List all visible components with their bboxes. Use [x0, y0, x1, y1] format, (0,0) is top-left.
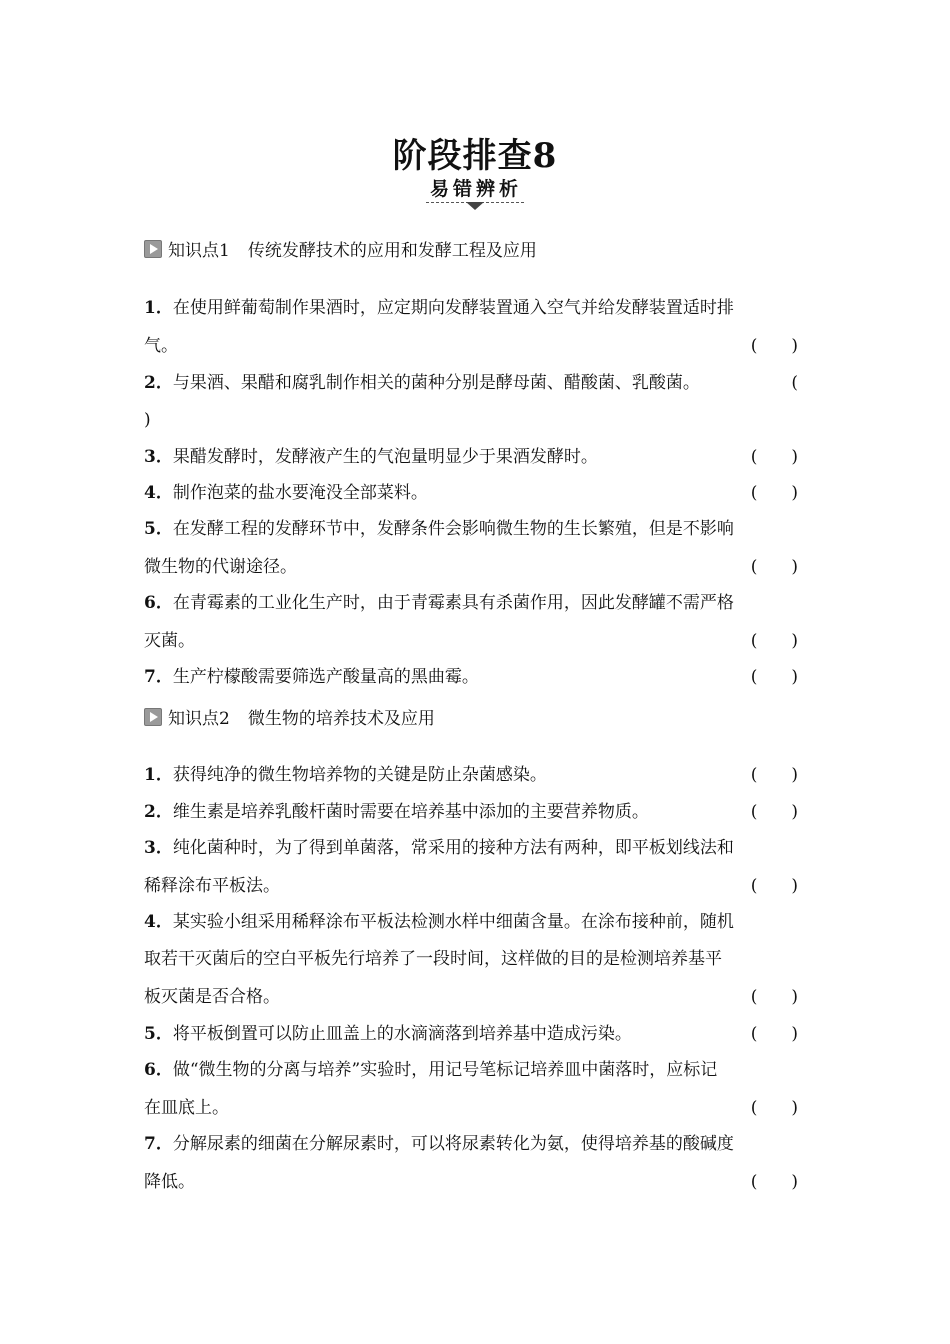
- question-line: [144, 1172, 806, 1192]
- question-line: [144, 483, 806, 503]
- question-number: 4．: [144, 483, 173, 503]
- answer-blank[interactable]: ( ): [750, 802, 798, 822]
- answer-blank[interactable]: ( ): [750, 765, 798, 785]
- question-text: 维生素是培养乳酸杆菌时需要在培养基中添加的主要营养物质。: [172, 802, 649, 822]
- question-text: 气。: [144, 336, 178, 356]
- question-number: 3．: [144, 838, 173, 858]
- down-triangle-icon: [466, 202, 484, 210]
- question-text: 降低。: [144, 1172, 195, 1192]
- question-line: [144, 1060, 806, 1080]
- question-line: [144, 912, 806, 932]
- section-title: 传统发酵技术的应用和发酵工程及应用: [247, 241, 537, 261]
- answer-blank[interactable]: ( ): [750, 1098, 798, 1118]
- question-line: [144, 667, 806, 687]
- question-text: 在青霉素的工业化生产时，由于青霉素具有杀菌作用，因此发酵罐不需严格: [172, 593, 734, 613]
- question-line: [144, 802, 806, 822]
- answer-blank[interactable]: ( ): [750, 1172, 798, 1192]
- question-number: 5．: [144, 519, 173, 539]
- question-line: [144, 631, 806, 651]
- question-number: 6．: [144, 1060, 173, 1080]
- question-text: 在使用鲜葡萄制作果酒时，应定期向发酵装置通入空气并给发酵装置适时排: [172, 298, 734, 318]
- answer-blank[interactable]: ( ): [750, 447, 798, 467]
- question-line: [144, 447, 806, 467]
- question-text: 分解尿素的细菌在分解尿素时，可以将尿素转化为氨，使得培养基的酸碱度: [172, 1134, 734, 1154]
- question-text: 在皿底上。: [144, 1098, 229, 1118]
- question-line: [144, 519, 806, 539]
- question-line: [144, 410, 806, 430]
- answer-blank[interactable]: ( ): [750, 557, 798, 577]
- page-title: 阶段排查8: [392, 136, 558, 176]
- question-number: 1．: [144, 765, 173, 785]
- answer-blank-open[interactable]: (: [791, 373, 798, 393]
- answer-blank[interactable]: ( ): [750, 631, 798, 651]
- question-text: 将平板倒置可以防止皿盖上的水滴滴落到培养基中造成污染。: [172, 1024, 632, 1044]
- question-text: 生产柠檬酸需要筛选产酸量高的黑曲霉。: [172, 667, 479, 687]
- question-text: 做“微生物的分离与培养”实验时，用记号笔标记培养皿中菌落时，应标记: [172, 1060, 718, 1080]
- question-line: [144, 1098, 806, 1118]
- question-number: 6．: [144, 593, 173, 613]
- play-icon: [144, 708, 162, 726]
- answer-blank[interactable]: ( ): [750, 483, 798, 503]
- question-text: 取若干灭菌后的空白平板先行培养了一段时间，这样做的目的是检测培养基平: [144, 949, 722, 969]
- question-line: [144, 298, 806, 318]
- question-number: 3．: [144, 447, 173, 467]
- answer-blank[interactable]: ( ): [750, 987, 798, 1007]
- question-number: 5．: [144, 1024, 173, 1044]
- answer-blank[interactable]: ( ): [750, 667, 798, 687]
- section-label: 知识点2: [168, 709, 230, 729]
- question-line: [144, 1024, 806, 1044]
- answer-blank-close[interactable]: ): [144, 410, 151, 430]
- question-line: [144, 949, 806, 969]
- question-text: 灭菌。: [144, 631, 195, 651]
- question-line: [144, 336, 806, 356]
- question-line: [144, 373, 806, 393]
- question-number: 2．: [144, 373, 173, 393]
- question-number: 4．: [144, 912, 173, 932]
- section-heading-1: [144, 236, 537, 261]
- question-line: [144, 1134, 806, 1154]
- question-text: 与果酒、果醋和腐乳制作相关的菌种分别是酵母菌、醋酸菌、乳酸菌。: [172, 373, 700, 393]
- question-text: 纯化菌种时，为了得到单菌落，常采用的接种方法有两种，即平板划线法和: [172, 838, 734, 858]
- question-text: 微生物的代谢途径。: [144, 557, 297, 577]
- subtitle-wrap: [0, 174, 950, 203]
- answer-blank[interactable]: ( ): [750, 1024, 798, 1044]
- question-text: 制作泡菜的盐水要淹没全部菜料。: [172, 483, 428, 503]
- section-heading-2: [144, 704, 435, 729]
- question-line: [144, 838, 806, 858]
- question-text: 果醋发酵时，发酵液产生的气泡量明显少于果酒发酵时。: [172, 447, 598, 467]
- question-line: [144, 876, 806, 896]
- question-text: 板灭菌是否合格。: [144, 987, 280, 1007]
- question-text: 某实验小组采用稀释涂布平板法检测水样中细菌含量。在涂布接种前，随机: [172, 912, 734, 932]
- question-line: [144, 765, 806, 785]
- question-number: 2．: [144, 802, 173, 822]
- question-text: 稀释涂布平板法。: [144, 876, 280, 896]
- question-number: 1．: [144, 298, 173, 318]
- question-number: 7．: [144, 667, 173, 687]
- page-subtitle: 易错辨析: [426, 174, 524, 203]
- question-text: 在发酵工程的发酵环节中，发酵条件会影响微生物的生长繁殖，但是不影响: [172, 519, 734, 539]
- answer-blank[interactable]: ( ): [750, 336, 798, 356]
- question-line: [144, 987, 806, 1007]
- question-number: 7．: [144, 1134, 173, 1154]
- answer-blank[interactable]: ( ): [750, 876, 798, 896]
- section-label: 知识点1: [168, 241, 230, 261]
- question-line: [144, 593, 806, 613]
- question-text: 获得纯净的微生物培养物的关键是防止杂菌感染。: [172, 765, 547, 785]
- play-icon: [144, 240, 162, 258]
- section-title: 微生物的培养技术及应用: [247, 709, 435, 729]
- question-line: [144, 557, 806, 577]
